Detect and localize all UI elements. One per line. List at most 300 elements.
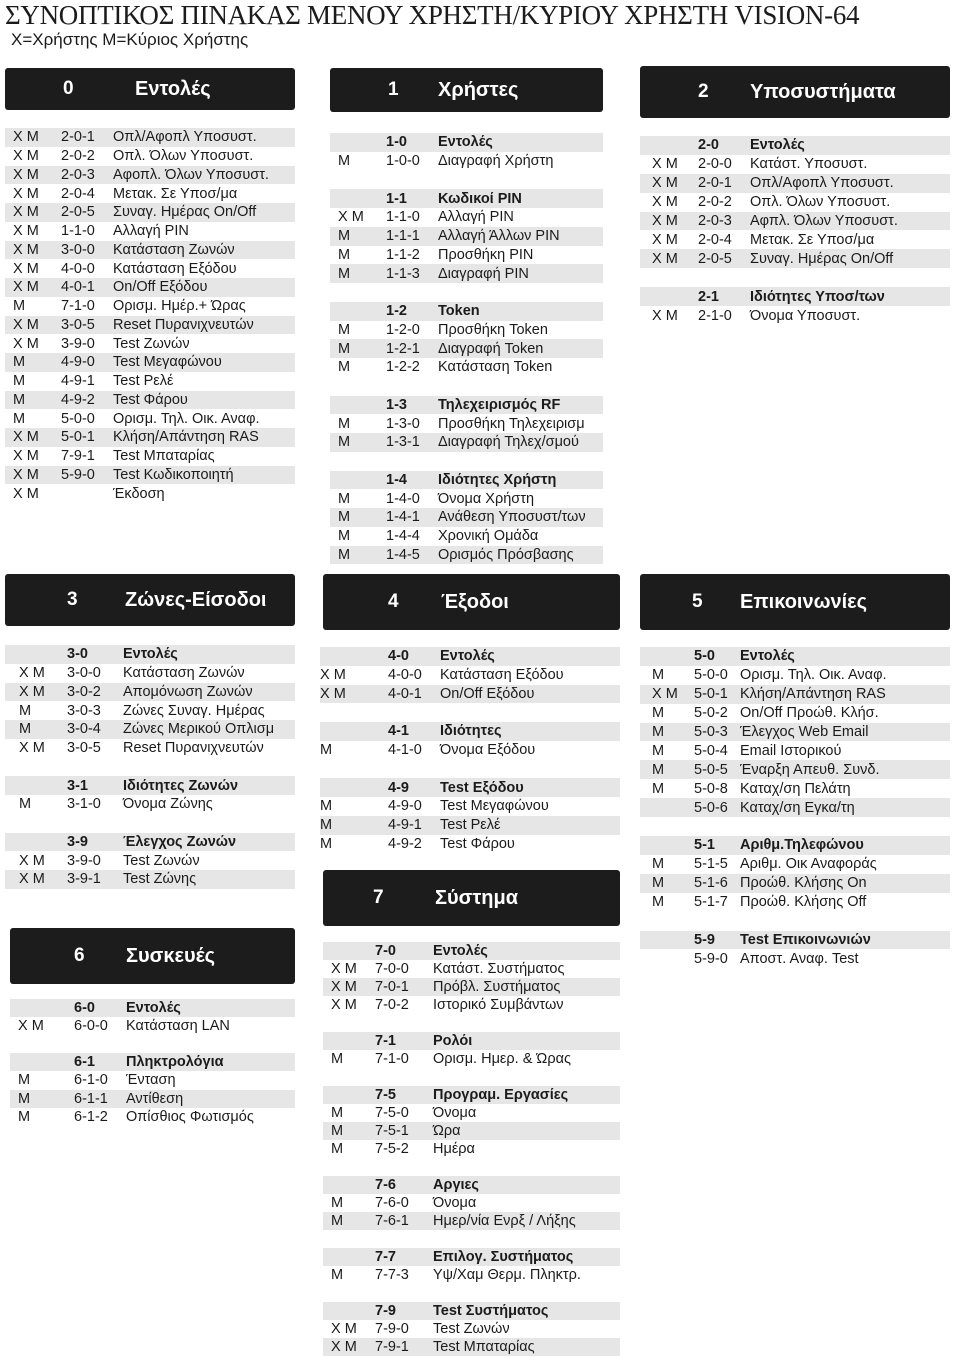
panel-header-6	[10, 928, 295, 984]
menu-item-row	[5, 222, 295, 241]
menu-item-row	[640, 949, 950, 968]
menu-code: 7-9-1	[61, 447, 95, 464]
menu-code: 5-0-2	[694, 704, 728, 721]
section-code: 3-0	[67, 646, 88, 663]
menu-code: 1-4-0	[386, 490, 420, 507]
menu-item-row	[323, 978, 620, 996]
access-role: Χ Μ	[652, 193, 678, 210]
section-title: Ιδιότητες Ζωνών	[123, 777, 239, 794]
menu-item-row	[5, 664, 295, 683]
menu-description: Ένταση	[126, 1072, 176, 1089]
menu-code: 2-0-2	[698, 193, 732, 210]
section-code: 7-5	[375, 1086, 396, 1103]
menu-description: Αλλαγή PIN	[113, 222, 189, 239]
access-role: Χ Μ	[652, 156, 678, 173]
menu-item-row	[323, 1266, 620, 1284]
section-header-row	[320, 778, 620, 797]
access-role: Χ Μ	[13, 166, 39, 183]
panel-header-5	[640, 574, 950, 630]
menu-code: 7-6-0	[375, 1194, 409, 1211]
section-header-row	[330, 471, 603, 490]
menu-description: Προώθ. Κλήσης Off	[740, 893, 867, 910]
menu-code: 5-1-7	[694, 893, 728, 910]
section-code: 7-0	[375, 942, 396, 959]
section-header-row	[10, 1053, 295, 1071]
menu-code: 3-0-5	[67, 739, 101, 756]
access-role: Μ	[652, 704, 665, 721]
menu-description: Ημέρα	[433, 1140, 475, 1157]
section-title: Αριθμ.Τηλεφώνου	[740, 837, 864, 854]
access-role: Μ	[338, 359, 351, 376]
access-role: Χ Μ	[331, 1320, 357, 1337]
section-code: 4-9	[388, 779, 409, 796]
menu-code: 3-9-0	[67, 852, 101, 869]
menu-description: Έλεγχος Web Email	[740, 723, 869, 740]
menu-item-row	[5, 428, 295, 447]
menu-description: On/Off Εξόδου	[440, 685, 535, 702]
menu-code: 1-0-0	[386, 152, 420, 169]
menu-description: Απομόνωση Ζωνών	[123, 683, 253, 700]
access-role: Χ Μ	[652, 212, 678, 229]
menu-item-row	[5, 278, 295, 297]
menu-item-row	[323, 1104, 620, 1122]
menu-item-row	[640, 874, 950, 893]
menu-description: Test Ρελέ	[440, 816, 501, 833]
access-role: Χ Μ	[13, 279, 39, 296]
menu-description: Ορισμ. Ημερ. & Ώρας	[433, 1050, 571, 1067]
menu-code: 5-0-1	[694, 685, 728, 702]
menu-description: Ορισμ. Ημέρ.+ Ώρας	[113, 297, 246, 314]
section-title: Ιδιότητες Υποσ/των	[750, 288, 885, 305]
panel-title: Χρήστες	[438, 79, 519, 101]
menu-item-row	[640, 798, 950, 817]
access-role: Χ Μ	[13, 222, 39, 239]
menu-item-row	[330, 339, 603, 358]
section-title: Ιδιότητες Χρήστη	[438, 471, 557, 488]
section-title: Εντολές	[438, 134, 493, 151]
spacer-row	[320, 703, 620, 722]
access-role: Μ	[652, 780, 665, 797]
access-role: Χ Μ	[13, 260, 39, 277]
menu-code: 1-4-5	[386, 546, 420, 563]
menu-description: Test Φάρου	[113, 391, 188, 408]
access-role: Μ	[652, 742, 665, 759]
spacer-row	[10, 1035, 295, 1053]
menu-description: Test Ζωνών	[113, 335, 190, 352]
section-title: Πληκτρολόγια	[126, 1054, 224, 1071]
menu-description: Αλλαγή Άλλων PIN	[438, 227, 560, 244]
menu-code: 3-0-2	[67, 683, 101, 700]
menu-description: Οπλ. Όλων Υποσυστ.	[750, 193, 891, 210]
menu-description: Οπλ/Αφοπλ Υποσυστ.	[113, 129, 257, 146]
panel-number: 3	[67, 589, 78, 610]
access-role: Μ	[320, 741, 333, 758]
menu-description: Όνομα Χρήστη	[438, 490, 535, 507]
menu-code: 6-1-2	[74, 1108, 108, 1125]
menu-description: Αριθμ. Οικ Αναφοράς	[740, 856, 877, 873]
menu-item-row	[640, 193, 950, 212]
menu-code: 5-0-5	[694, 761, 728, 778]
menu-description: Κατάστ. Υποσυστ.	[750, 156, 868, 173]
access-role: Χ Μ	[652, 174, 678, 191]
access-role: Χ Μ	[13, 147, 39, 164]
menu-code: 3-9-1	[67, 871, 101, 888]
menu-description: Ώρα	[433, 1122, 461, 1139]
section-code: 5-0	[694, 648, 715, 665]
menu-code: 5-0-8	[694, 780, 728, 797]
menu-code: 7-9-1	[375, 1338, 409, 1355]
access-role: Χ Μ	[19, 664, 45, 681]
section-header-row	[323, 1302, 620, 1320]
panel-title: Υποσυστήματα	[750, 81, 896, 103]
menu-description: Reset Πυρανιχνευτών	[113, 316, 254, 333]
menu-description: Προσθήκη PIN	[438, 246, 534, 263]
menu-item-row	[5, 128, 295, 147]
menu-code: 2-0-4	[698, 231, 732, 248]
menu-code: 2-0-2	[61, 147, 95, 164]
access-role: Χ Μ	[320, 666, 346, 683]
section-title: Εντολές	[440, 648, 495, 665]
menu-code: 5-0-3	[694, 723, 728, 740]
menu-item-row	[320, 741, 620, 760]
menu-description: Test Ρελέ	[113, 372, 174, 389]
menu-description: Συναγ. Ημέρας On/Off	[750, 250, 894, 267]
section-title: Ρολόι	[433, 1032, 473, 1049]
menu-code: 4-9-2	[388, 835, 422, 852]
menu-code: 7-7-3	[375, 1266, 409, 1283]
menu-code: 1-1-2	[386, 246, 420, 263]
menu-code: 5-1-6	[694, 874, 728, 891]
panel-title: Σύστημα	[435, 887, 518, 909]
menu-description: Κατάσταση Εξόδου	[113, 260, 237, 277]
menu-item-row	[330, 433, 603, 452]
access-role: Μ	[338, 434, 351, 451]
menu-code: 7-0-2	[375, 996, 409, 1013]
menu-description: Test Φάρου	[440, 835, 515, 852]
menu-code: 1-2-2	[386, 359, 420, 376]
panel-number: 6	[74, 945, 85, 966]
menu-description: Ορισμ. Τηλ. Οικ. Αναφ.	[113, 410, 260, 427]
access-role: Μ	[338, 546, 351, 563]
menu-code: 4-9-1	[61, 372, 95, 389]
section-header-row	[323, 1248, 620, 1266]
access-role: Μ	[18, 1072, 31, 1089]
menu-description: Προώθ. Κλήσης On	[740, 874, 867, 891]
access-role: Μ	[338, 227, 351, 244]
menu-code: 1-1-0	[386, 209, 420, 226]
menu-code: 5-0-0	[61, 410, 95, 427]
menu-item-row	[5, 795, 295, 814]
menu-code: 6-1-1	[74, 1090, 108, 1107]
menu-description: Αφπλ. Όλων Υποσυστ.	[750, 212, 898, 229]
menu-code: 1-4-1	[386, 509, 420, 526]
menu-description: Ορισμός Πρόσβασης	[438, 546, 574, 563]
menu-description: Υψ/Χαμ Θερμ. Πληκτρ.	[433, 1266, 581, 1283]
menu-code: 5-9-0	[694, 950, 728, 967]
menu-item-row	[640, 231, 950, 250]
menu-description: Χρονική Ομάδα	[438, 527, 539, 544]
menu-description: Όνομα Εξόδου	[440, 741, 536, 758]
access-role: Μ	[338, 527, 351, 544]
panel-header-7	[323, 870, 620, 926]
menu-item-row	[323, 996, 620, 1014]
menu-item-row	[5, 241, 295, 260]
menu-description: Μετακ. Σε Υποσ/μα	[113, 185, 238, 202]
menu-code: 1-2-1	[386, 340, 420, 357]
menu-code: 3-0-5	[61, 316, 95, 333]
menu-description: Όνομα	[433, 1104, 477, 1121]
access-role: Χ Μ	[13, 447, 39, 464]
spacer-row	[323, 1068, 620, 1086]
menu-code: 3-0-0	[61, 241, 95, 258]
section-header-row	[5, 776, 295, 795]
section-header-row	[640, 287, 950, 306]
access-role: Μ	[320, 835, 333, 852]
section-title: Test Επικοινωνιών	[740, 931, 871, 948]
access-role: Χ Μ	[652, 250, 678, 267]
section-code: 5-1	[694, 837, 715, 854]
access-role: Μ	[338, 490, 351, 507]
menu-description: Test Ζώνης	[123, 871, 197, 888]
panel-title: Επικοινωνίες	[740, 591, 868, 613]
menu-code: 1-3-1	[386, 434, 420, 451]
access-role: Χ Μ	[652, 685, 678, 702]
access-role: Μ	[19, 702, 32, 719]
menu-description: Κλήση/Απάντηση RAS	[113, 429, 259, 446]
section-code: 1-4	[386, 471, 407, 488]
menu-description: Ζώνες Μερικού Οπλισμ	[123, 721, 275, 738]
access-role: Χ Μ	[13, 129, 39, 146]
access-role: Μ	[338, 265, 351, 282]
spacer-row	[640, 912, 950, 931]
menu-code: 2-0-3	[698, 212, 732, 229]
access-role: Μ	[652, 761, 665, 778]
panel-title: Συσκευές	[126, 945, 216, 967]
access-role: Χ Μ	[19, 871, 45, 888]
menu-item-row	[5, 447, 295, 466]
menu-code: 1-1-3	[386, 265, 420, 282]
section-title: Έλεγχος Ζωνών	[123, 833, 237, 850]
access-role: Μ	[331, 1122, 344, 1139]
menu-item-row	[5, 297, 295, 316]
section-header-row	[323, 942, 620, 960]
section-code: 3-1	[67, 777, 88, 794]
section-code: 1-0	[386, 134, 407, 151]
menu-description: Test Ζωνών	[433, 1320, 510, 1337]
menu-description: Test Μπαταρίας	[113, 447, 215, 464]
spacer-row	[640, 268, 950, 287]
menu-item-row	[640, 704, 950, 723]
access-role: Χ Μ	[19, 683, 45, 700]
menu-item-row	[5, 683, 295, 702]
access-role: Χ Μ	[13, 335, 39, 352]
menu-item-row	[330, 208, 603, 227]
menu-description: Test Ζωνών	[123, 852, 200, 869]
menu-item-row	[323, 1050, 620, 1068]
menu-description: Κατάσταση Ζωνών	[123, 664, 245, 681]
menu-code: 5-9-0	[61, 466, 95, 483]
menu-item-row	[5, 353, 295, 372]
menu-item-row	[5, 739, 295, 758]
menu-code: 2-0-0	[698, 156, 732, 173]
access-role: Χ Μ	[13, 466, 39, 483]
section-code: 6-0	[74, 999, 95, 1016]
menu-item-row	[5, 409, 295, 428]
spacer-row	[323, 1284, 620, 1302]
menu-code: 5-0-0	[694, 667, 728, 684]
menu-item-row	[5, 720, 295, 739]
section-code: 7-9	[375, 1302, 396, 1319]
menu-description: Ανάθεση Υποσυστ/των	[438, 509, 586, 526]
section-code: 2-0	[698, 137, 719, 154]
menu-item-row	[5, 851, 295, 870]
menu-description: Συναγ. Ημέρας On/Off	[113, 204, 257, 221]
section-title: Token	[438, 302, 480, 319]
menu-item-row	[5, 372, 295, 391]
menu-description: Ημερ/νία Ενρξ / Λήξης	[433, 1212, 576, 1229]
menu-item-row	[640, 685, 950, 704]
section-code: 4-1	[388, 723, 409, 740]
panel-title: Έξοδοι	[441, 591, 509, 613]
menu-code: 2-0-1	[61, 129, 95, 146]
menu-code: 3-0-3	[67, 702, 101, 719]
access-role: Μ	[13, 297, 26, 314]
menu-item-row	[640, 666, 950, 685]
access-role: Μ	[331, 1194, 344, 1211]
menu-description: Καταχ/ση Πελάτη	[740, 780, 851, 797]
menu-description: Reset Πυρανιχνευτών	[123, 739, 264, 756]
menu-item-row	[320, 666, 620, 685]
panel-header-0	[5, 68, 295, 110]
menu-item-row	[323, 960, 620, 978]
section-header-row	[5, 833, 295, 852]
menu-item-row	[10, 1017, 295, 1035]
menu-code: 5-0-4	[694, 742, 728, 759]
section-title: Test Εξόδου	[440, 779, 524, 796]
section-title: Test Συστήματος	[433, 1302, 549, 1319]
menu-description: Προσθήκη Token	[438, 321, 548, 338]
panel-number: 5	[692, 591, 703, 612]
panel-header-4	[323, 574, 620, 630]
section-code: 1-3	[386, 396, 407, 413]
menu-description: Test Μεγαφώνου	[113, 354, 222, 371]
menu-item-row	[320, 816, 620, 835]
menu-code: 4-9-0	[388, 798, 422, 815]
menu-item-row	[640, 155, 950, 174]
access-role: Χ Μ	[13, 241, 39, 258]
spacer-row	[330, 283, 603, 302]
panel-title: Ζώνες-Είσοδοι	[125, 589, 267, 611]
section-title: Αργιες	[433, 1176, 479, 1193]
access-role: Μ	[652, 874, 665, 891]
access-role: Χ Μ	[331, 960, 357, 977]
menu-item-row	[5, 391, 295, 410]
menu-code: 3-0-4	[67, 721, 101, 738]
menu-description: Διαγραφή PIN	[438, 265, 529, 282]
menu-item-row	[5, 184, 295, 203]
access-role: Μ	[652, 667, 665, 684]
access-role: Μ	[18, 1108, 31, 1125]
menu-description: Κατάστ. Συστήματος	[433, 960, 565, 977]
menu-item-row	[323, 1194, 620, 1212]
menu-code: 4-0-0	[388, 666, 422, 683]
access-role: Μ	[13, 372, 26, 389]
menu-description: Όνομα	[433, 1194, 477, 1211]
menu-item-row	[330, 321, 603, 340]
access-role: Χ Μ	[19, 852, 45, 869]
menu-item-row	[5, 466, 295, 485]
menu-description: Αποστ. Αναφ. Test	[740, 950, 859, 967]
menu-item-row	[320, 797, 620, 816]
access-role: Μ	[331, 1104, 344, 1121]
menu-item-row	[330, 508, 603, 527]
section-header-row	[640, 136, 950, 155]
section-header-row	[640, 931, 950, 950]
menu-item-row	[10, 1090, 295, 1108]
menu-item-row	[640, 779, 950, 798]
menu-code: 1-3-0	[386, 415, 420, 432]
access-role: Μ	[19, 721, 32, 738]
menu-description: Οπλ/Αφοπλ Υποσυστ.	[750, 174, 894, 191]
menu-code: 6-1-0	[74, 1072, 108, 1089]
access-role: Μ	[652, 893, 665, 910]
menu-description: Αλλαγή PIN	[438, 209, 514, 226]
section-code: 2-1	[698, 288, 719, 305]
access-role: Χ Μ	[13, 204, 39, 221]
menu-code: 2-0-3	[61, 166, 95, 183]
section-header-row	[330, 396, 603, 415]
menu-description: Test Μεγαφώνου	[440, 798, 549, 815]
menu-item-row	[5, 316, 295, 335]
menu-item-row	[330, 489, 603, 508]
menu-item-row	[640, 174, 950, 193]
menu-item-row	[330, 246, 603, 265]
menu-description: Οπίσθιος Φωτισμός	[126, 1108, 254, 1125]
access-role: Μ	[331, 1050, 344, 1067]
menu-item-row	[323, 1320, 620, 1338]
access-role: Μ	[320, 798, 333, 815]
menu-item-row	[640, 249, 950, 268]
menu-item-row	[320, 835, 620, 854]
section-code: 4-0	[388, 648, 409, 665]
access-role: Μ	[652, 856, 665, 873]
menu-code: 1-2-0	[386, 321, 420, 338]
menu-code: 1-1-1	[386, 227, 420, 244]
access-role: Μ	[18, 1090, 31, 1107]
menu-code: 2-0-5	[698, 250, 732, 267]
menu-description: Όνομα Ζώνης	[123, 796, 213, 813]
page-title: ΣΥΝΟΠΤΙΚΟΣ ΠΙΝΑΚΑΣ ΜΕΝΟΥ ΧΡΗΣΤΗ/ΚΥΡΙΟΥ ΧΡΗΣΤΗ VISION-64	[5, 0, 860, 30]
section-title: Εντολές	[433, 942, 488, 959]
menu-item-row	[330, 152, 603, 171]
menu-item-row	[330, 546, 603, 565]
menu-code: 1-4-4	[386, 527, 420, 544]
access-role: Χ Μ	[331, 978, 357, 995]
panel-header-1	[330, 68, 603, 112]
menu-description: Ορισμ. Τηλ. Οικ. Αναφ.	[740, 667, 887, 684]
spacer-row	[5, 814, 295, 833]
legend-subtitle: Χ=Χρήστης Μ=Κύριος Χρήστης	[11, 30, 249, 49]
menu-description: Ιστορικό Συμβάντων	[433, 996, 564, 1013]
access-role: Μ	[13, 410, 26, 427]
menu-item-row	[323, 1338, 620, 1356]
menu-item-row	[5, 484, 295, 503]
section-title: Ιδιότητες	[440, 723, 502, 740]
section-code: 1-2	[386, 302, 407, 319]
access-role: Μ	[338, 246, 351, 263]
spacer-row	[320, 760, 620, 779]
access-role: Χ Μ	[19, 739, 45, 756]
